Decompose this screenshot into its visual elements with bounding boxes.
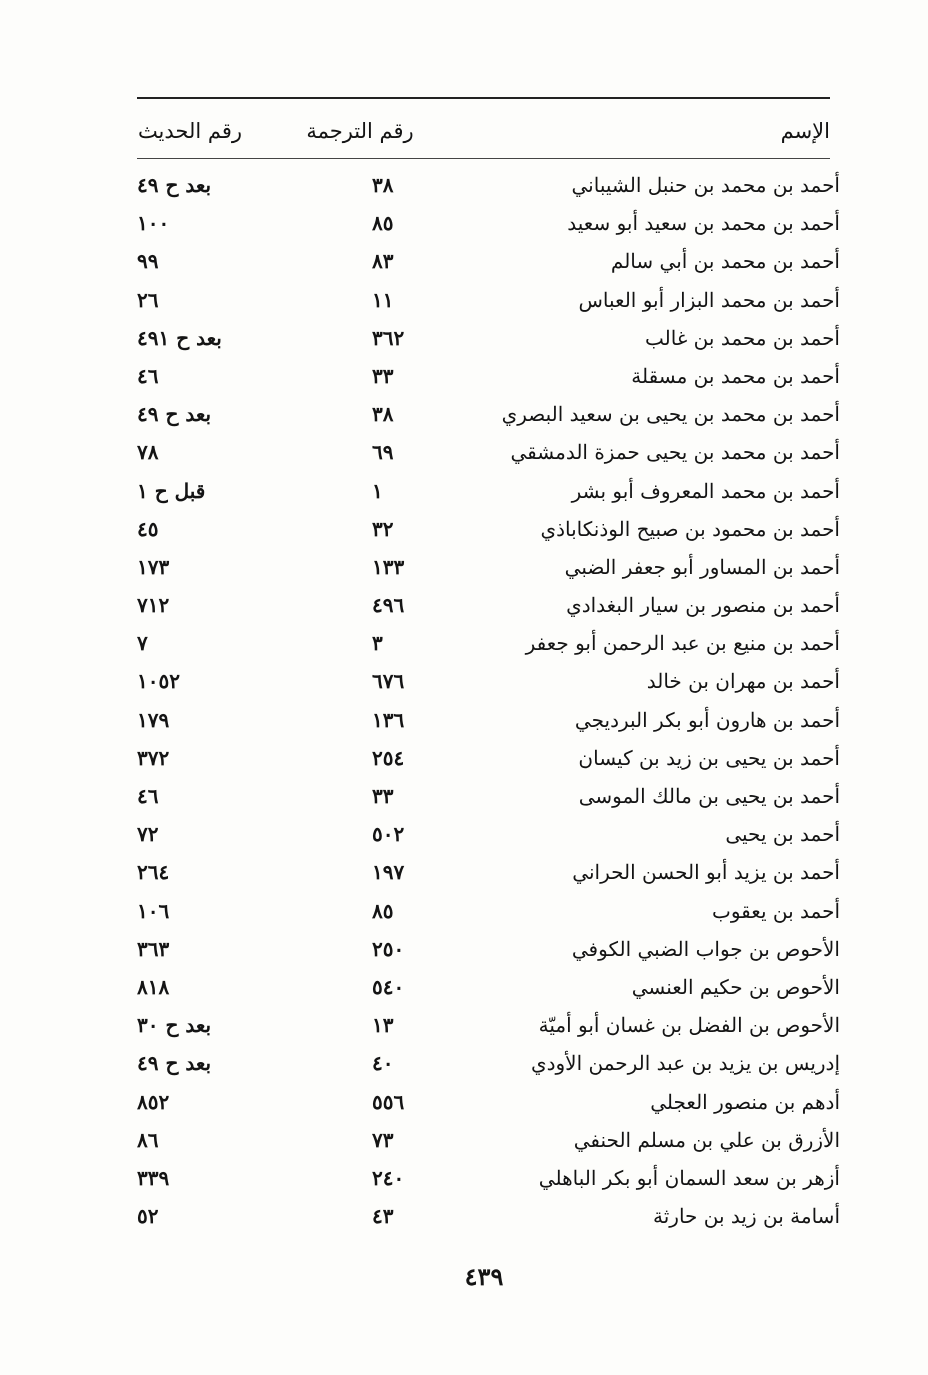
- tarjama-number: ٤٠: [372, 1051, 394, 1076]
- hadith-number: ٨٦: [137, 1127, 159, 1152]
- table-row: [137, 510, 840, 548]
- hadith-number: ٧٨: [137, 440, 159, 465]
- hadith-number: بعد ح ٤٩١: [137, 325, 222, 350]
- hadith-number: قبل ح ١: [137, 478, 206, 503]
- hadith-number: ١٠٠: [137, 211, 170, 236]
- tarjama-number: ٤٩٦: [372, 593, 405, 618]
- narrator-name: الأحوص بن جواب الضبي الكوفي: [571, 936, 840, 961]
- header-name: الإسم: [780, 119, 830, 143]
- table-row: [137, 1083, 840, 1121]
- narrator-name: أحمد بن منيع بن عبد الرحمن أبو جعفر: [525, 631, 840, 656]
- table-row: [137, 739, 840, 777]
- hadith-number: ٨٥٢: [137, 1089, 170, 1114]
- page-number: ٤٣٩: [464, 1262, 504, 1291]
- tarjama-number: ٣٣: [372, 784, 394, 808]
- hadith-number: ٢٦٤: [137, 860, 170, 885]
- narrator-name: أحمد بن المساور أبو جعفر الضبي: [564, 554, 840, 579]
- table-row: [137, 777, 840, 815]
- narrator-name: أدهم بن منصور العجلي: [650, 1089, 840, 1114]
- tarjama-number: ٥٥٦: [372, 1089, 405, 1114]
- hadith-number: ٢٦: [137, 287, 159, 312]
- table-row: [137, 930, 840, 968]
- narrator-name: أحمد بن محمد بن يحيى بن سعيد البصري: [501, 402, 840, 427]
- narrator-name: إدريس بن يزيد بن عبد الرحمن الأودي: [530, 1051, 840, 1076]
- hadith-number: ٨١٨: [137, 974, 170, 999]
- narrator-name: الأحوص بن الفضل بن غسان أبو أميّة: [538, 1013, 840, 1038]
- tarjama-number: ١: [372, 478, 383, 503]
- tarjama-number: ٨٣: [372, 249, 394, 274]
- tarjama-number: ٦٧٦: [372, 669, 405, 694]
- hadith-number: بعد ح ٣٠: [137, 1013, 212, 1038]
- narrator-name: أحمد بن هارون أبو بكر البرديجي: [574, 707, 840, 732]
- hadith-number: ١٧٩: [137, 707, 170, 732]
- tarjama-number: ٥٠٢: [372, 822, 405, 847]
- table-row: [137, 662, 840, 700]
- hadith-number: بعد ح ٤٩: [137, 402, 212, 427]
- tarjama-number: ٦٩: [372, 440, 394, 465]
- tarjama-number: ٣٣: [372, 363, 394, 388]
- narrator-name: أحمد بن محمد بن سعيد أبو سعيد: [567, 211, 840, 236]
- tarjama-number: ٢٥٠: [372, 936, 405, 961]
- table-row: [137, 624, 840, 662]
- hadith-number: بعد ح ٤٩: [137, 1051, 212, 1076]
- tarjama-number: ٨٥: [372, 211, 394, 236]
- table-row: [137, 1121, 840, 1159]
- narrator-name: أحمد بن محمد بن أبي سالم: [610, 249, 840, 274]
- hadith-number: ٥٢: [137, 1204, 159, 1229]
- hadith-number: ٣٧٢: [137, 745, 170, 770]
- table-row: [137, 1006, 840, 1044]
- narrator-name: أحمد بن يزيد أبو الحسن الحراني: [572, 860, 840, 885]
- hadith-number: ٤٥: [137, 516, 159, 541]
- tarjama-number: ١٣٣: [372, 554, 405, 579]
- tarjama-number: ٣٦٢: [372, 325, 405, 350]
- tarjama-number: ٢٥٤: [372, 745, 405, 770]
- table-row: [137, 395, 840, 433]
- hadith-number: ٤٦: [137, 363, 159, 388]
- tarjama-number: ١١: [372, 287, 394, 312]
- hadith-number: ٣٦٣: [137, 936, 170, 961]
- narrator-name: أحمد بن محمد بن حنبل الشيباني: [571, 173, 840, 197]
- narrator-name: الأزرق بن علي بن مسلم الحنفي: [573, 1127, 840, 1152]
- narrator-name: أحمد بن محمد البزار أبو العباس: [578, 287, 840, 312]
- narrator-name: أحمد بن محمد بن يحيى حمزة الدمشقي: [510, 440, 840, 465]
- tarjama-number: ٢٤٠: [372, 1165, 405, 1190]
- table-row: [137, 281, 840, 319]
- tarjama-number: ٣٨: [372, 402, 394, 427]
- tarjama-number: ٨٥: [372, 898, 394, 923]
- header-hadith-number: رقم الحديث: [137, 119, 243, 143]
- tarjama-number: ٣٢: [372, 516, 394, 541]
- header-rule: [137, 158, 830, 159]
- hadith-number: ١٧٣: [137, 554, 170, 579]
- narrator-name: أحمد بن يحيى بن زيد بن كيسان: [578, 745, 840, 770]
- table-row: [137, 1197, 840, 1235]
- table-row: [137, 242, 840, 280]
- table-row: [137, 968, 840, 1006]
- tarjama-number: ٤٣: [372, 1204, 394, 1229]
- narrator-name: أزهر بن سعد السمان أبو بكر الباهلي: [538, 1165, 840, 1190]
- narrator-name: أحمد بن محمد بن غالب: [645, 325, 840, 350]
- tarjama-number: ٣٨: [372, 173, 394, 197]
- narrator-name: أحمد بن يعقوب: [712, 898, 840, 923]
- narrator-name: أحمد بن منصور بن سيار البغدادي: [566, 593, 840, 618]
- narrator-name: أحمد بن يحيى: [725, 822, 840, 847]
- table-row: [137, 815, 840, 853]
- tarjama-number: ١٣: [372, 1013, 394, 1038]
- narrator-name: أحمد بن يحيى بن مالك الموسى: [578, 784, 840, 808]
- table-row: [137, 548, 840, 586]
- table-row: [137, 701, 840, 739]
- table-row: [137, 319, 840, 357]
- narrator-name: أسامة بن زيد بن حارثة: [653, 1204, 840, 1229]
- tarjama-number: ٣: [372, 631, 383, 656]
- table-row: [137, 892, 840, 930]
- narrator-name: أحمد بن محمد المعروف أبو بشر: [571, 478, 840, 503]
- hadith-number: ٤٦: [137, 784, 159, 808]
- table-row: [137, 433, 840, 471]
- table-row: [137, 166, 840, 204]
- table-row: [137, 472, 840, 510]
- table-row: [137, 204, 840, 242]
- hadith-number: ١٠٦: [137, 898, 170, 923]
- narrator-name: أحمد بن مهران بن خالد: [646, 669, 840, 694]
- table-row: [137, 853, 840, 891]
- table-row: [137, 357, 840, 395]
- table-row: [137, 1159, 840, 1197]
- header-tarjama-number: رقم الترجمة: [306, 119, 414, 143]
- hadith-number: ٩٩: [137, 249, 159, 274]
- table-row: [137, 1044, 840, 1082]
- hadith-number: بعد ح ٤٩: [137, 173, 212, 197]
- hadith-number: ٧: [137, 631, 148, 656]
- top-rule: [137, 97, 830, 99]
- table-row: [137, 586, 840, 624]
- index-table: [137, 166, 840, 1235]
- tarjama-number: ١٩٧: [372, 860, 405, 885]
- narrator-name: أحمد بن محمد بن مسقلة: [631, 363, 840, 388]
- hadith-number: ٣٣٩: [137, 1165, 170, 1190]
- tarjama-number: ٧٣: [372, 1127, 394, 1152]
- tarjama-number: ١٣٦: [372, 707, 405, 732]
- hadith-number: ٧١٢: [137, 593, 170, 618]
- hadith-number: ٧٢: [137, 822, 159, 847]
- tarjama-number: ٥٤٠: [372, 974, 405, 999]
- narrator-name: أحمد بن محمود بن صبيح الوذنكاباذي: [540, 516, 840, 541]
- narrator-name: الأحوص بن حكيم العنسي: [631, 974, 840, 999]
- hadith-number: ١٠٥٢: [137, 669, 180, 694]
